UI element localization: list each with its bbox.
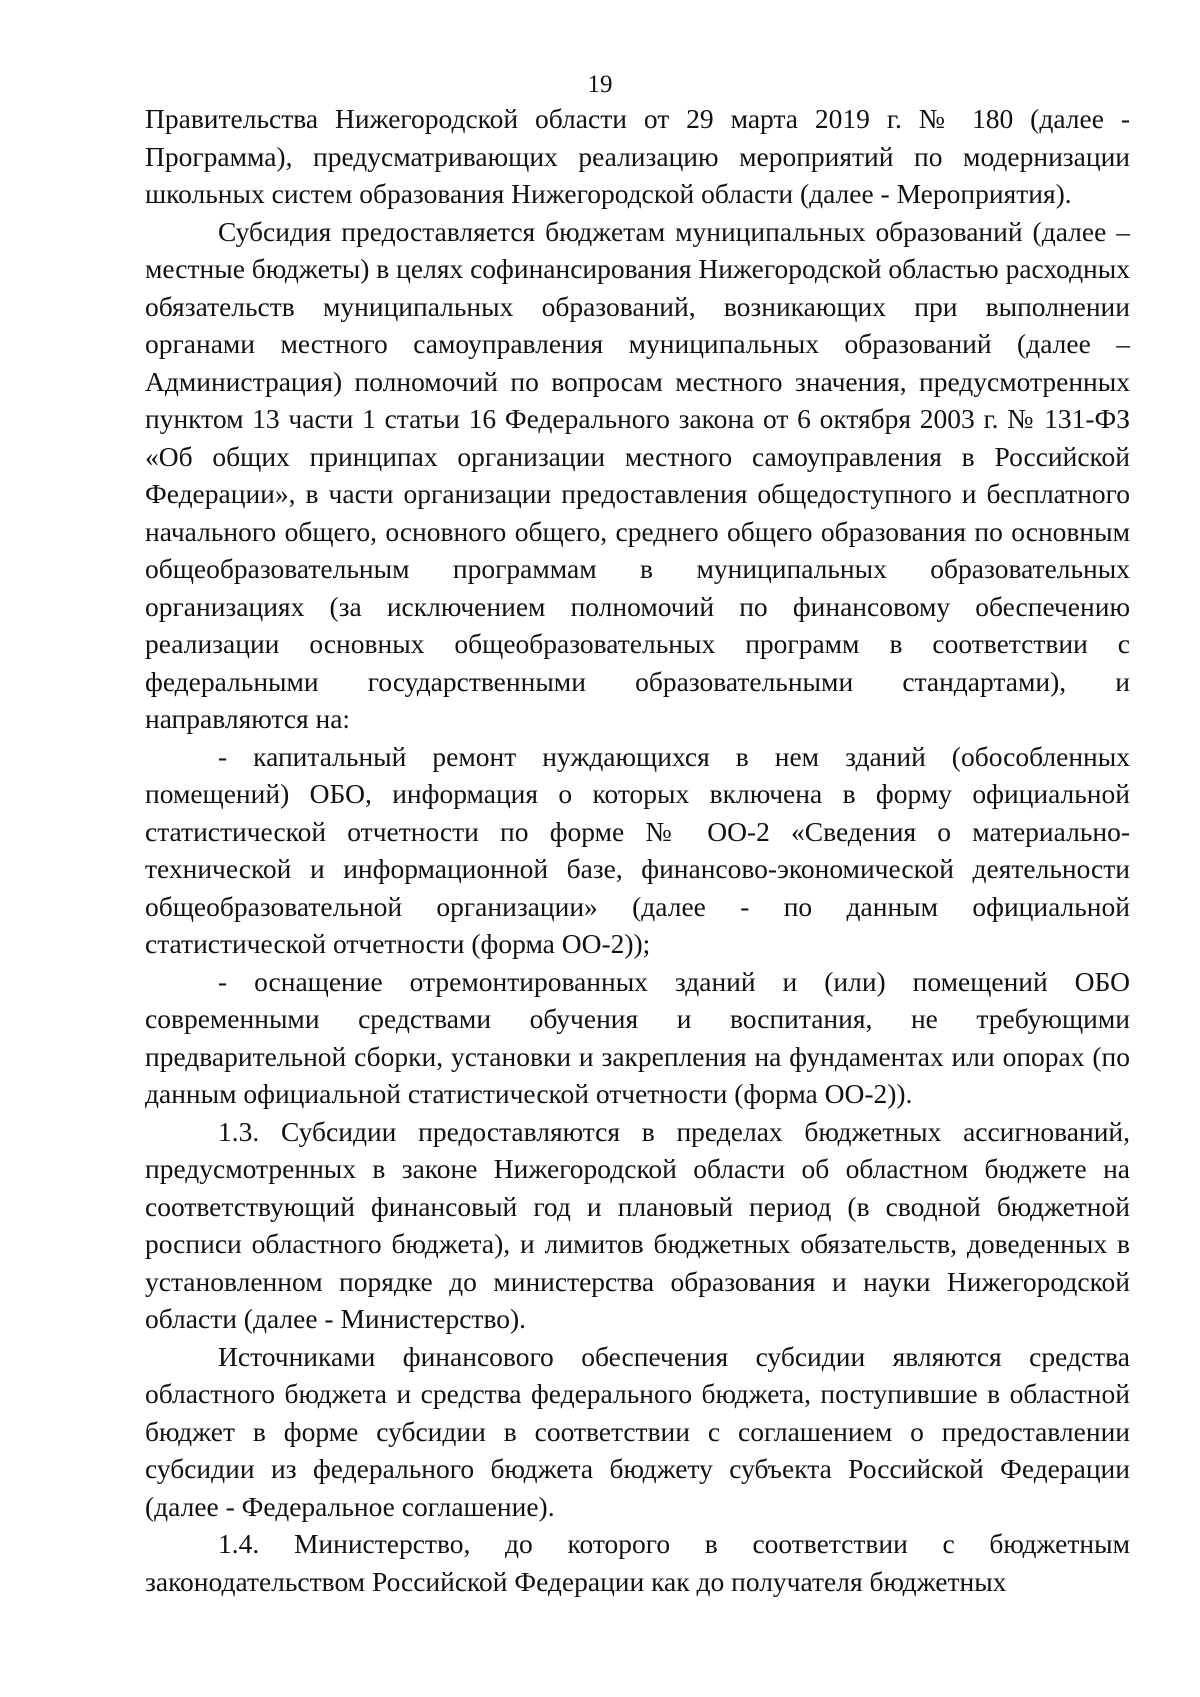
paragraph-continuation: Правительства Нижегородской области от 29 марта 2019 г. № 180 (далее - Программа), предусматривающих реализацию мероприятий по модернизации школьных систем образования Нижегородской области (далее - Мероприятия).: [145, 103, 1130, 209]
paragraph-funding-sources: Источниками финансового обеспечения субсидии являются средства областного бюджета и средства федерального бюджета, поступившие в областной бюджет в форме субсидии в соответствии с соглашением о предоставлении субсидии из федерального бюджета бюджету субъекта Российской Федерации (далее - Федеральное соглашение).: [145, 1340, 1130, 1522]
page-number: 19: [587, 71, 613, 98]
paragraph-section-1-4: 1.4. Министерство, до которого в соответствии с бюджетным законодательством Российской Федерации как до получателя бюджетных: [145, 1528, 1130, 1597]
document-body: [145, 100, 1130, 1600]
paragraph-subsidy-purpose: Субсидия предоставляется бюджетам муниципальных образований (далее – местные бюджеты) в целях софинансирования Нижегородской областью расходных обязательств муниципальных образований, возникающих при выполнении органами местного самоуправления муниципальных образований (далее – Администрация) полномочий по вопросам местного значения, предусмотренных пунктом 13 части 1 статьи 16 Федерального закона от 6 октября 2003 г. № 131-ФЗ «Об общих принципах организации местного самоуправления в Российской Федерации», в части организации предоставления общедоступного и бесплатного начального общего, основного общего, среднего общего образования по основным общеобразовательным программам в муниципальных образовательных организациях (за исключением полномочий по финансовому обеспечению реализации основных общеобразовательных программ в соответствии с федеральными государственными образовательными стандартами), и направляются на:: [145, 215, 1130, 734]
paragraph-section-1-3: 1.3. Субсидии предоставляются в пределах бюджетных ассигнований, предусмотренных в законе Нижегородской области об областном бюджете на соответствующий финансовый год и плановый период (в сводной бюджетной росписи областного бюджета), и лимитов бюджетных обязательств, доведенных в установленном порядке до министерства образования и науки Нижегородской области (далее - Министерство).: [145, 1115, 1130, 1334]
paragraph-equipment: - оснащение отремонтированных зданий и (или) помещений ОБО современными средствами обучения и воспитания, не требующими предварительной сборки, установки и закрепления на фундаментах или опорах (по данным официальной статистической отчетности (форма ОО-2)).: [145, 965, 1130, 1109]
paragraph-capital-repair: - капитальный ремонт нуждающихся в нем зданий (обособленных помещений) ОБО, информация о которых включена в форму официальной статистической отчетности по форме № ОО-2 «Сведения о материально-технической и информационной базе, финансово-экономической деятельности общеобразовательной организации» (далее - по данным официальной статистической отчетности (форма ОО-2));: [145, 740, 1130, 959]
